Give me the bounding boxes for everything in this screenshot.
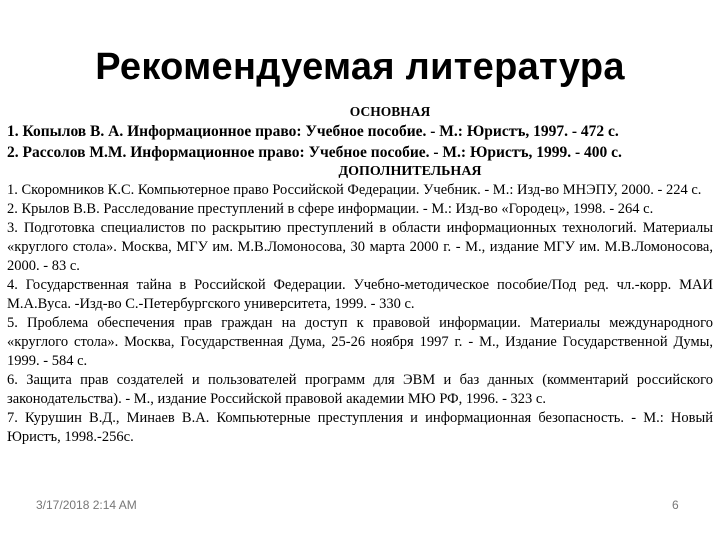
additional-item: 5. Проблема обеспечения прав граждан на доступ к правовой информации. Материалы международного «круглого стола». Москва, Государственная Дума, 25-26 ноября 1997 г. - М., Издание Государственной Думы, 1999. - 584 с. [7, 315, 713, 369]
main-item: 2. Рассолов М.М. Информационное право: Учебное пособие. - М.: Юристъ, 1999. - 400 с. [7, 144, 622, 161]
additional-item: 3. Подготовка специалистов по раскрытию преступлений в области информационных технологий. Материалы «круглого стола». Москва, МГУ им. М.В.Ломоносова, 30 марта 2000 г. - М., издание МГУ им. М.В.Ломоносова, 2000. - 83 с. [7, 220, 713, 274]
bibliography [7, 103, 713, 447]
additional-item: 6. Защита прав создателей и пользователей программ для ЭВМ и баз данных (комментарий российского законодательства). - М., издание Российской правовой академии МЮ РФ, 1996. - 323 с. [7, 372, 713, 407]
page-title: Рекомендуемая литература [95, 46, 625, 88]
slide-date: 3/17/2018 2:14 AM [36, 498, 137, 512]
additional-item: 7. Курушин В.Д., Минаев В.А. Компьютерные преступления и информационная безопасность. - М.: Новый Юристъ, 1998.-256с. [7, 410, 713, 445]
additional-item: 4. Государственная тайна в Российской Федерации. Учебно-методическое пособие/Под ред. чл.-корр. МАИ М.А.Вуса. -Изд-во С.-Петербургского университета, 1999. - 330 с. [7, 277, 713, 312]
slide-number: 6 [672, 498, 679, 512]
additional-item: 2. Крылов В.В. Расследование преступлений в сфере информации. - М.: Изд-во «Городец», 1998. - 264 с. [7, 201, 654, 217]
additional-section-heading: ДОПОЛНИТЕЛЬНАЯ [338, 164, 482, 179]
main-item: 1. Копылов В. А. Информационное право: Учебное пособие. - М.: Юристъ, 1997. - 472 с. [7, 123, 619, 140]
main-section-heading: ОСНОВНАЯ [349, 104, 431, 119]
additional-item: 1. Скоромников К.С. Компьютерное право Российской Федерации. Учебник. - М.: Изд-во МНЭПУ, 2000. - 224 с. [7, 182, 702, 198]
